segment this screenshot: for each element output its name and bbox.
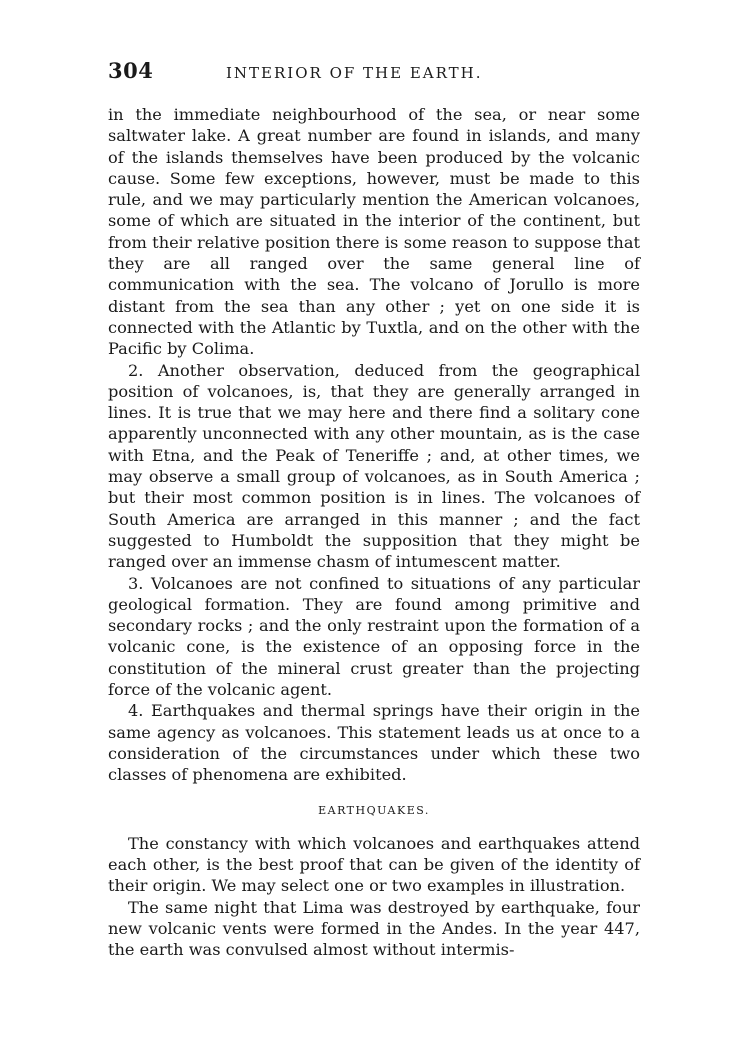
running-head: INTERIOR OF THE EARTH. bbox=[226, 64, 483, 82]
paragraph-point-3: 3. Volcanoes are not confined to situations of any particular geological formation. They are found among primitive and secondary rocks ; and the only restraint upon the formation of a volcanic cone, is the existence of an opposing force in the constitution of the mineral crust greater than the projecting force of the volcanic agent. bbox=[108, 573, 640, 700]
page-number: 304 bbox=[108, 58, 154, 83]
section-heading-earthquakes: EARTHQUAKES. bbox=[318, 803, 430, 817]
body-text bbox=[108, 104, 640, 961]
paragraph-continued: in the immediate neighbourhood of the sea, or near some saltwater lake. A great number are found in islands, and many of the islands themselves have been produced by the volcanic cause. Some few exceptions, however, must be made to this rule, and we may particularly mention the American volcanoes, some of which are situated in the interior of the continent, but from their relative position there is some reason to suppose that they are all ranged over the same general line of communication with the sea. The volcano of Jorullo is more distant from the sea than any other ; yet on one side it is connected with the Atlantic by Tuxtla, and on the other with the Pacific by Colima. bbox=[108, 105, 640, 359]
page-header bbox=[108, 58, 640, 92]
paragraph-point-2: 2. Another observation, deduced from the geographical position of volcanoes, is, that they are generally arranged in lines. It is true that we may here and there find a solitary cone apparently unconnected with any other mountain, as is the case with Etna, and the Peak of Teneriffe ; and, at other times, we may observe a small group of volcanoes, as in South America ; but their most common position is in lines. The volcanoes of South America are arranged in this manner ; and the fact suggested to Humboldt the supposition that they might be ranged over an immense chasm of intumescent matter. bbox=[108, 360, 640, 572]
paragraph-earthquakes-intro: The constancy with which volcanoes and earthquakes attend each other, is the best proof that can be given of the identity of their origin. We may select one or two examples in illustration. bbox=[108, 833, 640, 896]
paragraph-point-4: 4. Earthquakes and thermal springs have their origin in the same agency as volcanoes. This statement leads us at once to a consideration of the circumstances under which these two classes of phenomena are exhibited. bbox=[108, 701, 640, 785]
book-page bbox=[108, 58, 640, 961]
paragraph-lima-example: The same night that Lima was destroyed by earthquake, four new volcanic vents were formed in the Andes. In the year 447, the earth was convulsed almost without intermis- bbox=[108, 897, 640, 960]
